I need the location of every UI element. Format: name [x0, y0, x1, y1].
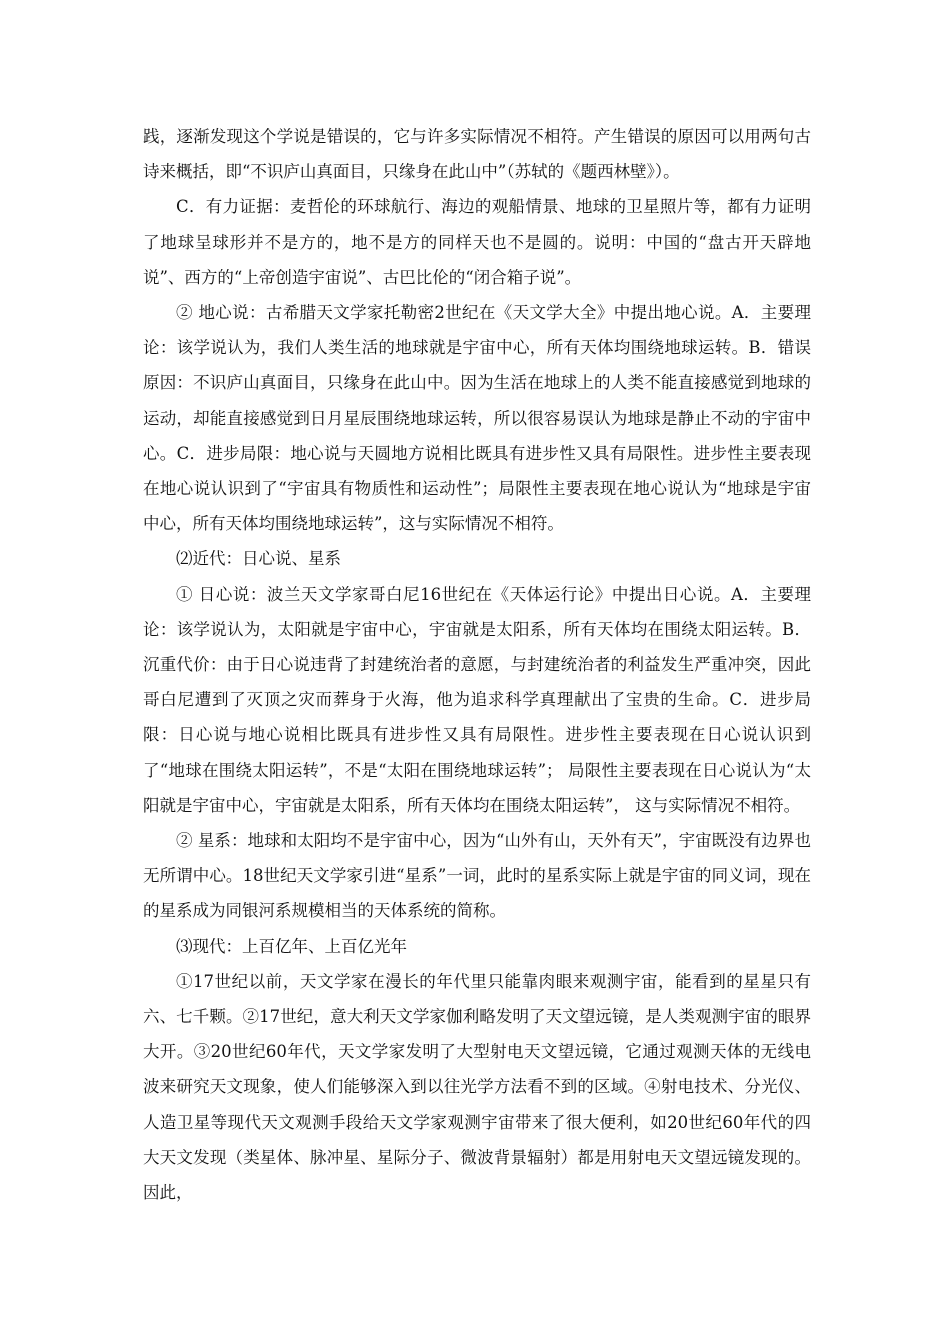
document-body: [143, 119, 811, 1210]
paragraph-observation-history: ①17世纪以前，天文学家在漫长的年代里只能靠肉眼来观测宇宙，能看到的星星只有六、七千颗。②17世纪，意大利天文学家伽利略发明了天文望远镜，是人类观测宇宙的眼界大开。③20世纪60年代，天文学家发明了大型射电天文望远镜，它通过观测天体的无线电波来研究天文现象，使人们能够深入到以往光学方法看不到的区域。④射电技术、分光仪、人造卫星等现代天文观测手段给天文学家观测宇宙带来了很大便利，如20世纪60年代的四大天文发现（类星体、脉冲星、星际分子、微波背景辐射）都是用射电天文望远镜发现的。因此，: [143, 971, 811, 1203]
paragraph-heliocentric: ① 日心说：波兰天文学家哥白尼16世纪在《天体运行论》中提出日心说。A．主要理论：该学说认为，太阳就是宇宙中心，宇宙就是太阳系，所有天体均在围绕太阳运转。B．沉重代价：由于日心说违背了封建统治者的意愿，与封建统治者的利益发生严重冲突，因此哥白尼遭到了灭顶之灾而葬身于火海，他为追求科学真理献出了宝贵的生命。C．进步局限：日心说与地心说相比既具有进步性又具有局限性。进步性主要表现在日心说认识到了“地球在围绕太阳运转”，不是“太阳在围绕地球运转”； 局限性主要表现在日心说认为“太阳就是宇宙中心，宇宙就是太阳系，所有天体均在围绕太阳运转”， 这与实际情况不相符。: [143, 584, 811, 815]
paragraph-galaxy: ② 星系：地球和太阳均不是宇宙中心，因为“山外有山，天外有天”，宇宙既没有边界也无所谓中心。18世纪天文学家引进“星系”一词，此时的星系实际上就是宇宙的同义词，现在的星系成为同银河系规模相当的天体系统的简称。: [143, 831, 811, 921]
paragraph-geocentric: ② 地心说：古希腊天文学家托勒密2世纪在《天文学大全》中提出地心说。A．主要理论：该学说认为，我们人类生活的地球就是宇宙中心，所有天体均围绕地球运转。B．错误原因：不识庐山真面目，只缘身在此山中。因为生活在地球上的人类不能直接感觉到地球的运动，却能直接感觉到日月星辰围绕地球运转，所以很容易误认为地球是静止不动的宇宙中心。C．进步局限：地心说与天圆地方说相比既具有进步性又具有局限性。进步性主要表现在地心说认识到了“宇宙具有物质性和运动性”；局限性主要表现在地心说认为“地球是宇宙中心，所有天体均围绕地球运转”，这与实际情况不相符。: [143, 303, 811, 534]
heading-contemporary-era: ⑶现代：上百亿年、上百亿光年: [176, 936, 407, 956]
heading-modern-era: ⑵近代：日心说、星系: [176, 549, 341, 569]
paragraph-continuation: 践，逐渐发现这个学说是错误的，它与许多实际情况不相符。产生错误的原因可以用两句古诗来概括，即“不识庐山真面目，只缘身在此山中”（苏轼的《题西林壁》）。: [143, 127, 811, 182]
paragraph-evidence: C．有力证据：麦哲伦的环球航行、海边的观船情景、地球的卫星照片等，都有力证明了地球呈球形并不是方的，地不是方的同样天也不是圆的。说明：中国的“盘古开天辟地说”、西方的“上帝创造宇宙说”、古巴比伦的“闭合箱子说”。: [143, 197, 811, 287]
